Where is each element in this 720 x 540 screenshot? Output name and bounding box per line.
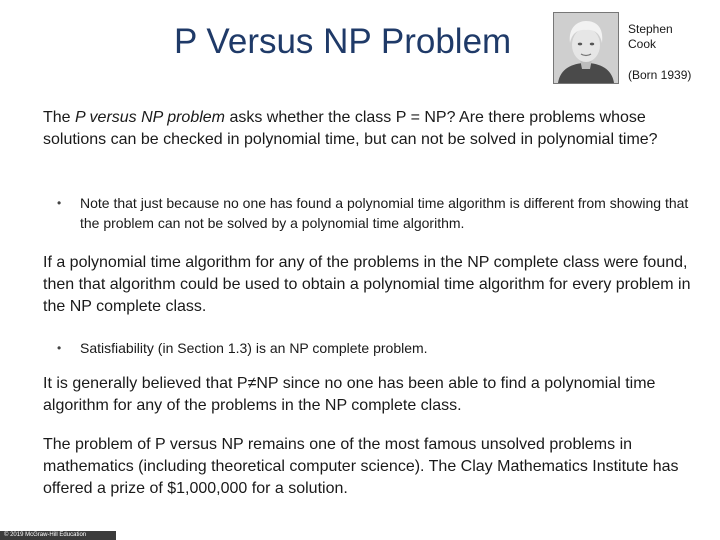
slide-title: P Versus NP Problem: [174, 22, 512, 61]
person-portrait-icon: [554, 13, 618, 83]
bullet-marker: •: [57, 341, 62, 355]
portrait-name: Stephen Cook: [628, 22, 673, 51]
portrait-photo: [553, 12, 619, 84]
bullet-note: Note that just because no one has found a polynomial time algorithm is different from showing that the problem can not be solved by a polynomial time algorithm.: [80, 195, 689, 231]
bullet-satisfiability: Satisfiability (in Section 1.3) is an NP complete problem.: [80, 340, 428, 356]
paragraph-np-complete: If a polynomial time algorithm for any of the problems in the NP complete class were found, then that algorithm could be used to obtain a polynomial time algorithm for every problem in the NP complete class.: [43, 254, 691, 315]
paragraph-clay-prize: The problem of P versus NP remains one of the most famous unsolved problems in mathematics (including theoretical computer science). The Clay Mathematics Institute has offered a prize of $1,000,000 for a solution.: [43, 436, 679, 497]
paragraph-intro: [43, 107, 703, 151]
intro-text-pre: The: [43, 109, 76, 126]
bullet-marker: •: [57, 196, 62, 210]
portrait-birth-year: (Born 1939): [628, 68, 692, 82]
intro-italic-term: P versus NP problem: [75, 109, 225, 126]
intro-text-post: asks whether the class P = NP? Are there problems whose solutions can be checked in polynomial time, but can not be solved in polynomial time?: [43, 109, 658, 148]
paragraph-belief: It is generally believed that P≠NP since no one has been able to find a polynomial time algorithm for any of the problems in the NP complete class.: [43, 375, 656, 414]
copyright-footer: © 2019 McGraw-Hill Education: [0, 531, 116, 540]
